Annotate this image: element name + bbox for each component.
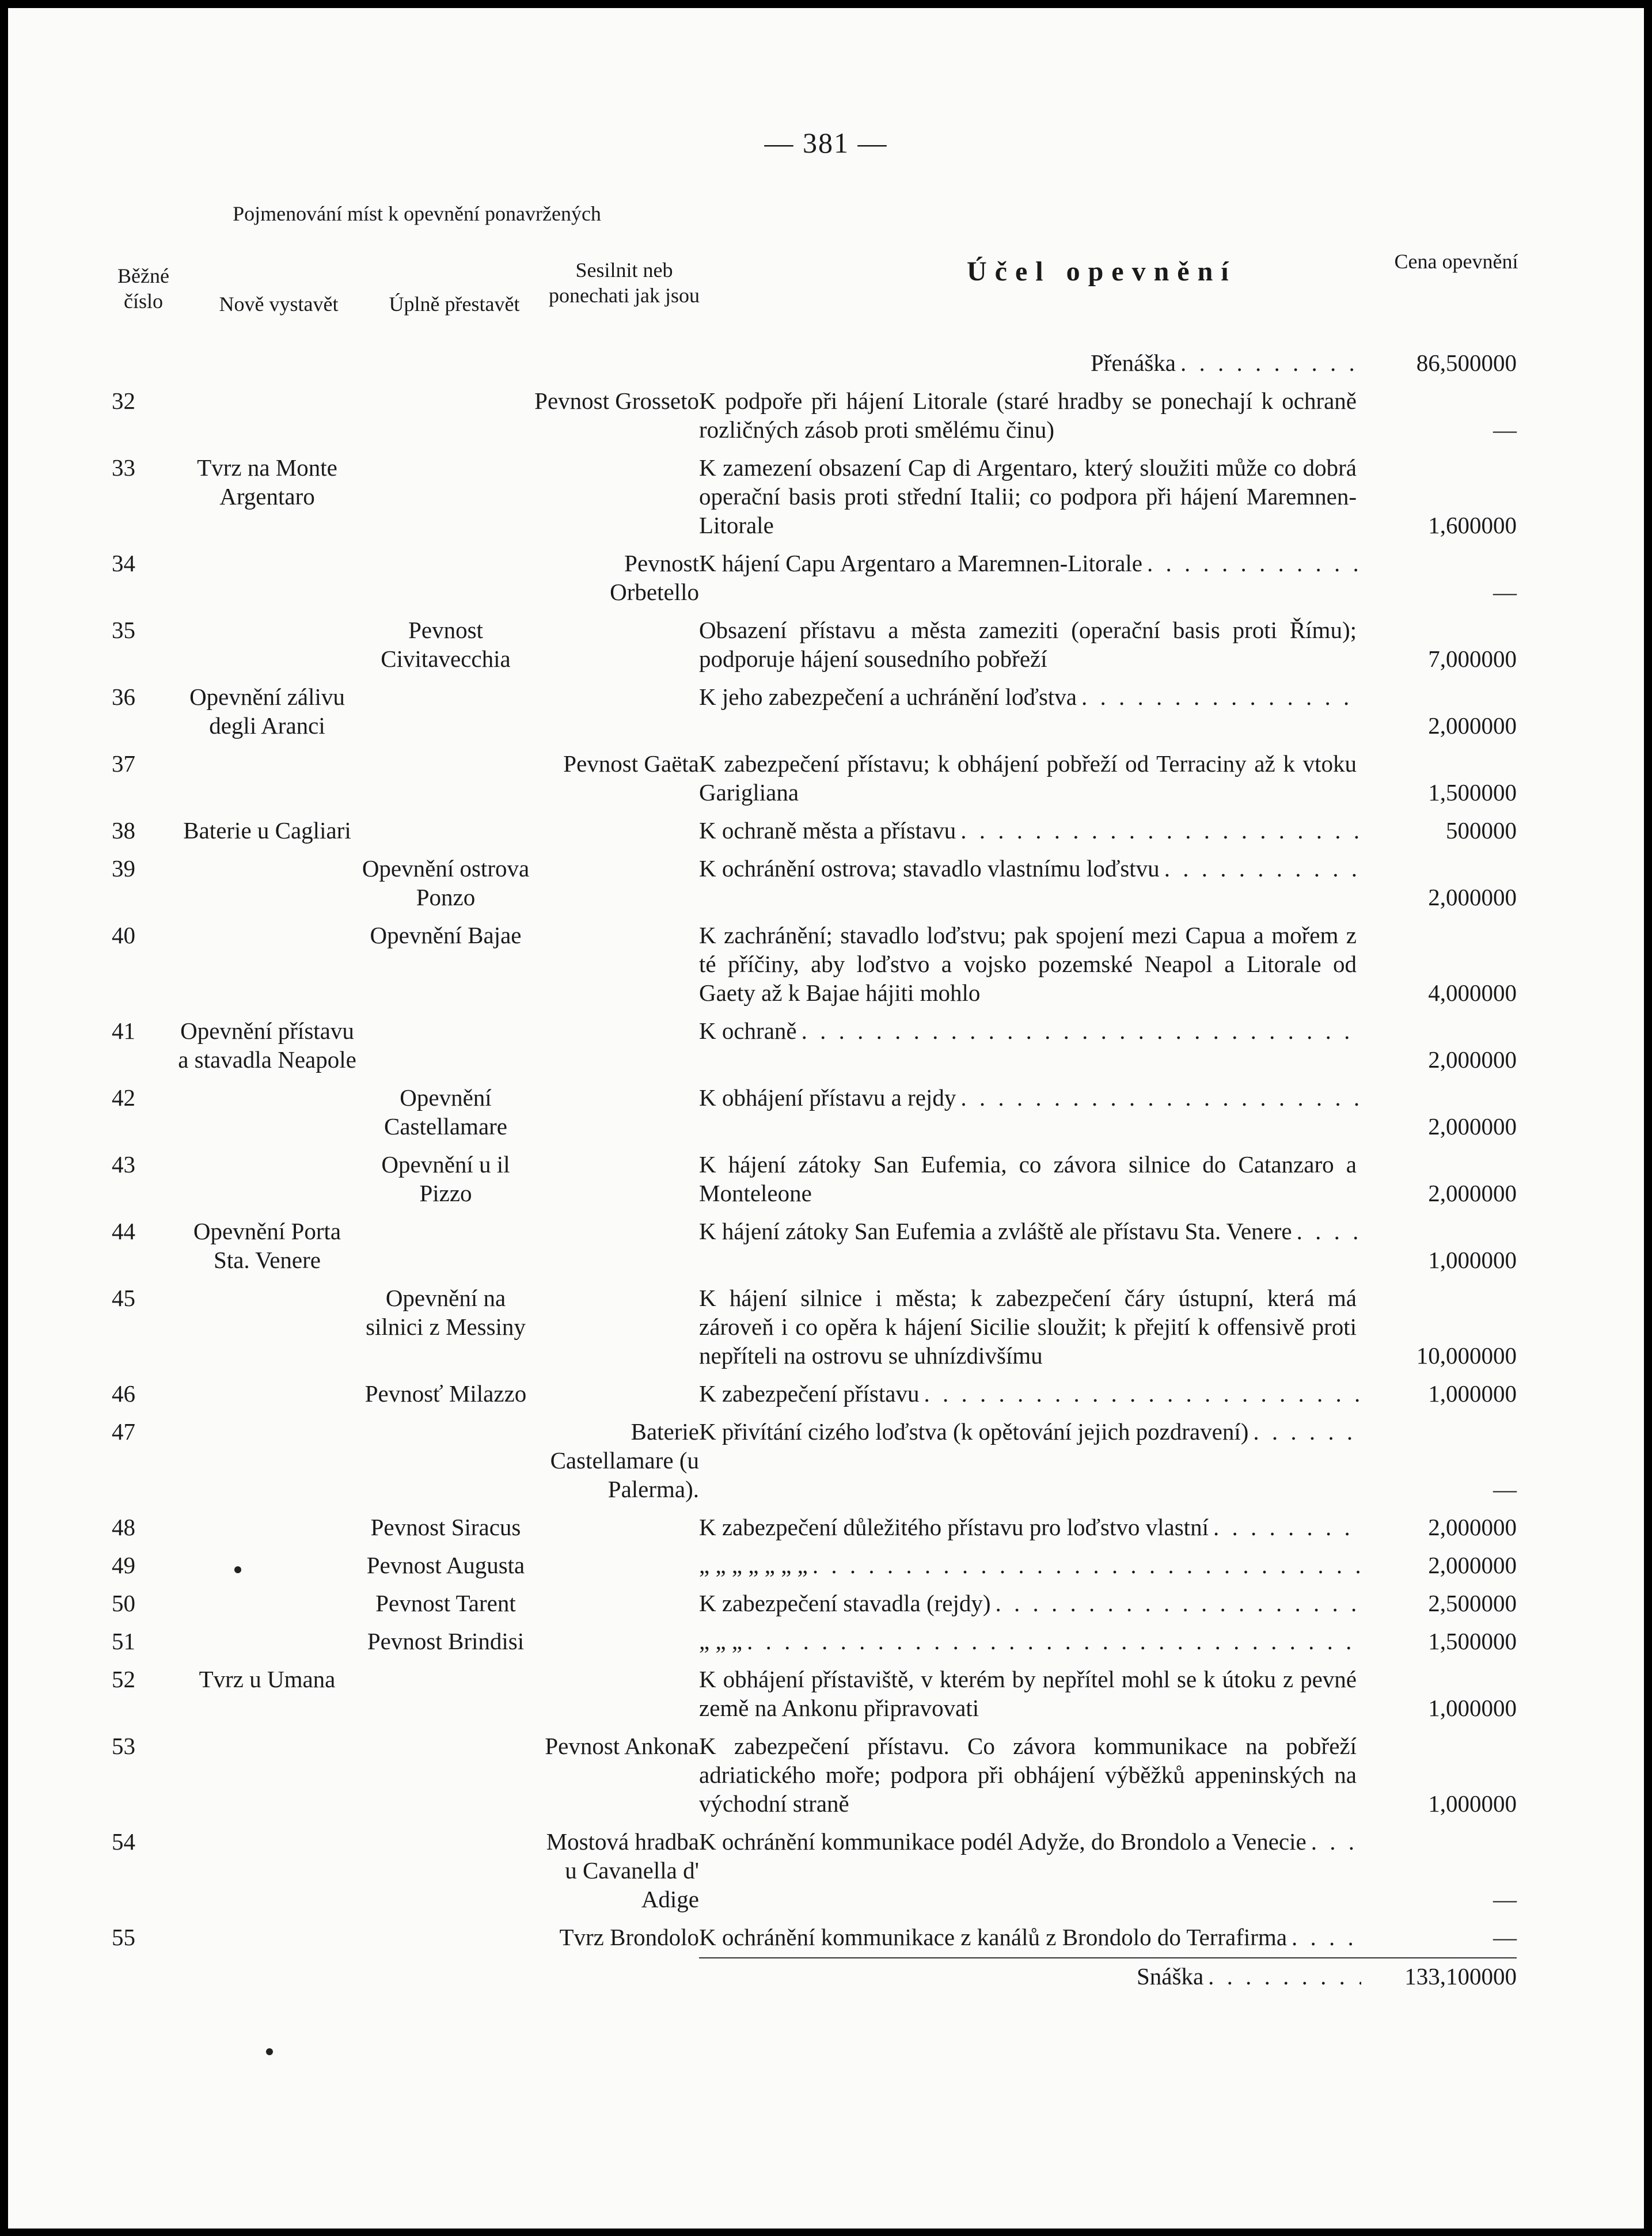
row-cena: 2,500000 xyxy=(1428,1590,1517,1616)
table-row xyxy=(112,450,1517,545)
table-row xyxy=(112,1547,1517,1585)
row-cena: 2,000000 xyxy=(1428,712,1517,739)
row-ucel: K ochránění kommunikace z kanálů z Brondolo do Terrafirma xyxy=(699,1924,1288,1950)
row-cena: 2,000000 xyxy=(1428,1113,1517,1140)
row-uplne-prestavet xyxy=(359,1919,532,1958)
row-sesilit: Baterie Castellamare (u Palerma). xyxy=(550,1418,699,1502)
row-number: 34 xyxy=(112,550,135,576)
row-cena: 500000 xyxy=(1446,817,1517,844)
row-number: 35 xyxy=(112,617,135,643)
row-nove-vystavet: Tvrz u Umana xyxy=(199,1666,336,1692)
table-row xyxy=(112,1623,1517,1661)
row-number: 51 xyxy=(112,1628,135,1654)
row-nove-vystavet: Opevnění Porta Sta. Venere xyxy=(193,1218,341,1273)
header-nove: Nově vystavět xyxy=(219,293,339,316)
row-number: 41 xyxy=(112,1018,135,1044)
header-uplne: Úplně přestavět xyxy=(389,293,520,316)
ink-speck xyxy=(234,1566,241,1573)
row-number: 37 xyxy=(112,750,135,777)
row-number: 33 xyxy=(112,454,135,481)
header-bezne-cislo: Běžné číslo xyxy=(117,264,169,313)
row-sesilit xyxy=(532,1147,699,1213)
row-sesilit: Pevnost Gaëta xyxy=(563,750,699,777)
table-row xyxy=(112,917,1517,1013)
row-uplne-prestavet: Pevnost Tarent xyxy=(375,1590,516,1616)
row-uplne-prestavet: Pevnost Siracus xyxy=(370,1514,521,1540)
row-cena: 1,600000 xyxy=(1428,512,1517,538)
row-nove-vystavet xyxy=(175,1280,359,1376)
row-ucel: K hájení zátoky San Eufemia a zvláště ale přístavu Sta. Venere xyxy=(699,1218,1292,1244)
row-number: 42 xyxy=(112,1084,135,1111)
row-nove-vystavet xyxy=(175,1080,359,1147)
row-cena: 1,000000 xyxy=(1428,1790,1517,1817)
row-sesilit xyxy=(532,1376,699,1414)
carry-in-label: Přenáška xyxy=(1091,350,1176,376)
row-uplne-prestavet xyxy=(359,1824,532,1919)
row-uplne-prestavet xyxy=(359,1013,532,1080)
table-row xyxy=(112,1824,1517,1919)
row-nove-vystavet xyxy=(175,1547,359,1585)
table-row xyxy=(112,1509,1517,1547)
row-sesilit xyxy=(532,851,699,917)
row-nove-vystavet xyxy=(175,1824,359,1919)
row-ucel: K ochránění ostrova; stavadlo vlastnímu loďstvu xyxy=(699,855,1160,882)
row-nove-vystavet xyxy=(175,383,359,450)
ink-speck xyxy=(266,2048,273,2055)
row-uplne-prestavet xyxy=(359,746,532,813)
row-uplne-prestavet: Pevnost Civitavecchia xyxy=(381,617,511,672)
row-nove-vystavet xyxy=(175,1623,359,1661)
row-uplne-prestavet xyxy=(359,1728,532,1824)
row-ucel: K zabezpečení stavadla (rejdy) xyxy=(699,1590,991,1616)
row-ucel: K zachránění; stavadlo loďstvu; pak spojení mezi Capua a mořem z té příčiny, aby loďstvo a vojsko pozemské Neapol a Litorale od Gaety až k Bajae hájiti mohlo xyxy=(699,922,1357,1006)
row-ucel: K obhájení přístavu a rejdy xyxy=(699,1084,956,1111)
row-ucel: „ „ „ „ „ „ „ xyxy=(699,1552,808,1578)
row-nove-vystavet: Baterie u Cagliari xyxy=(183,817,351,844)
row-cena: 2,000000 xyxy=(1428,884,1517,910)
row-sesilit xyxy=(532,1280,699,1376)
row-number: 45 xyxy=(112,1285,135,1311)
row-number: 32 xyxy=(112,388,135,414)
row-uplne-prestavet xyxy=(359,450,532,545)
row-uplne-prestavet xyxy=(359,1661,532,1728)
row-sesilit: Pevnost Ankona xyxy=(545,1733,699,1759)
table-row xyxy=(112,1280,1517,1376)
row-uplne-prestavet xyxy=(359,1213,532,1280)
row-nove-vystavet: Opevnění přístavu a stavadla Neapole xyxy=(178,1018,356,1073)
row-ucel: Obsazení přístavu a města zameziti (operační basis proti Římu); podporuje hájení sousedního pobřeží xyxy=(699,617,1357,672)
row-nove-vystavet xyxy=(175,746,359,813)
table-row xyxy=(112,1919,1517,1958)
row-number: 36 xyxy=(112,684,135,710)
row-nove-vystavet xyxy=(175,917,359,1013)
table-row xyxy=(112,746,1517,813)
row-nove-vystavet xyxy=(175,1585,359,1623)
row-ucel: K zabezpečení přístavu; k obhájení pobřeží od Terraciny až k vtoku Garigliana xyxy=(699,750,1357,806)
row-uplne-prestavet: Pevnost Augusta xyxy=(366,1552,525,1578)
row-sesilit xyxy=(532,679,699,746)
row-cena: — xyxy=(1493,1886,1517,1912)
row-sesilit xyxy=(532,1013,699,1080)
header-sesilit: Sesilnit neb ponechati jak jsou xyxy=(549,259,700,307)
row-sesilit: Pevnost Orbetello xyxy=(610,550,699,605)
row-number: 38 xyxy=(112,817,135,844)
row-nove-vystavet xyxy=(175,1919,359,1958)
row-uplne-prestavet: Pevnosť Milazzo xyxy=(364,1380,527,1407)
row-uplne-prestavet: Opevnění Castellamare xyxy=(383,1084,507,1140)
fortification-table xyxy=(112,345,1517,1996)
row-ucel: K ochraně xyxy=(699,1018,797,1044)
row-cena: 4,000000 xyxy=(1428,980,1517,1006)
row-ucel: K podpoře při hájení Litorale (staré hradby se ponechají k ochraně rozličných zásob proti smělému činu) xyxy=(699,388,1357,443)
row-cena: — xyxy=(1493,579,1517,605)
row-sesilit: Tvrz Brondolo xyxy=(559,1924,699,1950)
row-sesilit xyxy=(532,450,699,545)
row-uplne-prestavet xyxy=(359,545,532,612)
row-ucel: K hájení silnice i města; k zabezpečení čáry ústupní, která má zároveň i co opěra k hájení Sicilie sloužit; k přejití k offensivě proti nepříteli na ostrovu se uhnízdivšímu xyxy=(699,1285,1357,1369)
table-row xyxy=(112,1213,1517,1280)
row-nove-vystavet xyxy=(175,1728,359,1824)
table-row xyxy=(112,383,1517,450)
carry-out-row xyxy=(112,1958,1517,1996)
row-nove-vystavet xyxy=(175,1376,359,1414)
table-row xyxy=(112,545,1517,612)
row-sesilit xyxy=(532,1661,699,1728)
row-nove-vystavet xyxy=(175,612,359,679)
row-ucel: K zabezpečení důležitého přístavu pro loďstvo vlastní xyxy=(699,1514,1209,1540)
row-number: 47 xyxy=(112,1418,135,1445)
table-row xyxy=(112,679,1517,746)
table-row xyxy=(112,1414,1517,1509)
row-ucel: K hájení zátoky San Eufemia, co závora silnice do Catanzaro a Monteleone xyxy=(699,1151,1357,1206)
row-cena: — xyxy=(1493,1476,1517,1502)
row-number: 54 xyxy=(112,1828,135,1855)
row-cena: 1,500000 xyxy=(1428,779,1517,806)
row-nove-vystavet xyxy=(175,1509,359,1547)
row-number: 50 xyxy=(112,1590,135,1616)
row-sesilit xyxy=(532,1585,699,1623)
table-row xyxy=(112,1376,1517,1414)
row-uplne-prestavet: Opevnění Bajae xyxy=(370,922,522,948)
row-uplne-prestavet: Opevnění u il Pizzo xyxy=(381,1151,510,1206)
row-nove-vystavet: Opevnění zálivu degli Aranci xyxy=(189,684,345,739)
row-sesilit: Pevnost Grosseto xyxy=(534,388,699,414)
row-nove-vystavet xyxy=(175,545,359,612)
row-sesilit xyxy=(532,813,699,851)
row-ucel: K obhájení přístaviště, v kterém by nepřítel mohl se k útoku z pevné země na Ankonu připravovati xyxy=(699,1666,1357,1721)
row-number: 49 xyxy=(112,1552,135,1578)
row-uplne-prestavet: Opevnění ostrova Ponzo xyxy=(362,855,530,910)
row-sesilit: Mostová hradba u Cavanella d' Adige xyxy=(546,1828,699,1912)
row-cena: 2,000000 xyxy=(1428,1046,1517,1073)
row-sesilit xyxy=(532,1547,699,1585)
row-cena: — xyxy=(1493,1924,1517,1950)
table-row xyxy=(112,851,1517,917)
header-cena: Cena opevnění xyxy=(1394,250,1518,273)
table-row xyxy=(112,1661,1517,1728)
table-row xyxy=(112,612,1517,679)
row-sesilit xyxy=(532,1623,699,1661)
row-cena: 10,000000 xyxy=(1416,1342,1517,1369)
row-cena: 1,500000 xyxy=(1428,1628,1517,1654)
row-cena: 1,000000 xyxy=(1428,1695,1517,1721)
row-cena: 7,000000 xyxy=(1428,646,1517,672)
row-nove-vystavet xyxy=(175,1147,359,1213)
row-number: 44 xyxy=(112,1218,135,1244)
row-ucel: K hájení Capu Argentaro a Maremnen-Litorale xyxy=(699,550,1142,576)
row-sesilit xyxy=(532,917,699,1013)
table-row xyxy=(112,1585,1517,1623)
table-row xyxy=(112,1147,1517,1213)
carry-in-value: 86,500000 xyxy=(1416,350,1517,376)
row-nove-vystavet xyxy=(175,1414,359,1509)
row-uplne-prestavet xyxy=(359,679,532,746)
header-ucel: Účel opevnění xyxy=(967,256,1237,287)
row-ucel: K zabezpečení přístavu. Co závora kommunikace na pobřeží adriatického moře; podpora při obhájení výběžků appeninských na východní straně xyxy=(699,1733,1357,1817)
row-sesilit xyxy=(532,1509,699,1547)
row-ucel: K ochraně města a přístavu xyxy=(699,817,956,844)
table-row xyxy=(112,1013,1517,1080)
row-uplne-prestavet xyxy=(359,813,532,851)
row-number: 55 xyxy=(112,1924,135,1950)
carry-out-value: 133,100000 xyxy=(1361,1958,1517,1996)
row-number: 39 xyxy=(112,855,135,882)
row-ucel: K zabezpečení přístavu xyxy=(699,1380,920,1407)
document-page xyxy=(8,8,1644,2229)
row-uplne-prestavet xyxy=(359,383,532,450)
row-number: 43 xyxy=(112,1151,135,1178)
row-cena: 2,000000 xyxy=(1428,1180,1517,1206)
row-ucel: „ „ „ xyxy=(699,1628,743,1654)
row-number: 40 xyxy=(112,922,135,948)
table-row xyxy=(112,813,1517,851)
row-number: 53 xyxy=(112,1733,135,1759)
row-cena: 1,000000 xyxy=(1428,1380,1517,1407)
row-ucel: K ochránění kommunikace podél Adyže, do Brondolo a Venecie xyxy=(699,1828,1307,1855)
row-ucel: K zamezení obsazení Cap di Argentaro, který sloužiti může co dobrá operační basis proti střední Italii; co podpora při hájení Maremnen-Litorale xyxy=(699,454,1357,538)
row-number: 46 xyxy=(112,1380,135,1407)
row-nove-vystavet xyxy=(175,851,359,917)
row-cena: 2,000000 xyxy=(1428,1514,1517,1540)
page-number: — 381 — xyxy=(764,127,888,159)
row-cena: — xyxy=(1493,416,1517,443)
row-uplne-prestavet: Pevnost Brindisi xyxy=(367,1628,525,1654)
table-row xyxy=(112,1728,1517,1824)
row-sesilit xyxy=(532,1080,699,1147)
row-ucel: K jeho zabezpečení a uchránění loďstva xyxy=(699,684,1077,710)
header-group-title: Pojmenování míst k opevnění ponavržených xyxy=(233,202,601,225)
row-cena: 1,000000 xyxy=(1428,1247,1517,1273)
row-sesilit xyxy=(532,1213,699,1280)
row-uplne-prestavet xyxy=(359,1414,532,1509)
row-number: 48 xyxy=(112,1514,135,1540)
table-row xyxy=(112,1080,1517,1147)
row-nove-vystavet: Tvrz na Monte Argentaro xyxy=(197,454,337,510)
row-cena: 2,000000 xyxy=(1428,1552,1517,1578)
carry-in-row xyxy=(112,345,1517,383)
carry-out-label: Snáška xyxy=(1137,1963,1204,1990)
row-number: 52 xyxy=(112,1666,135,1692)
row-ucel: K přivítání cizého loďstva (k opětování jejich pozdravení) xyxy=(699,1418,1249,1445)
row-sesilit xyxy=(532,612,699,679)
row-uplne-prestavet: Opevnění na silnici z Messiny xyxy=(366,1285,526,1340)
